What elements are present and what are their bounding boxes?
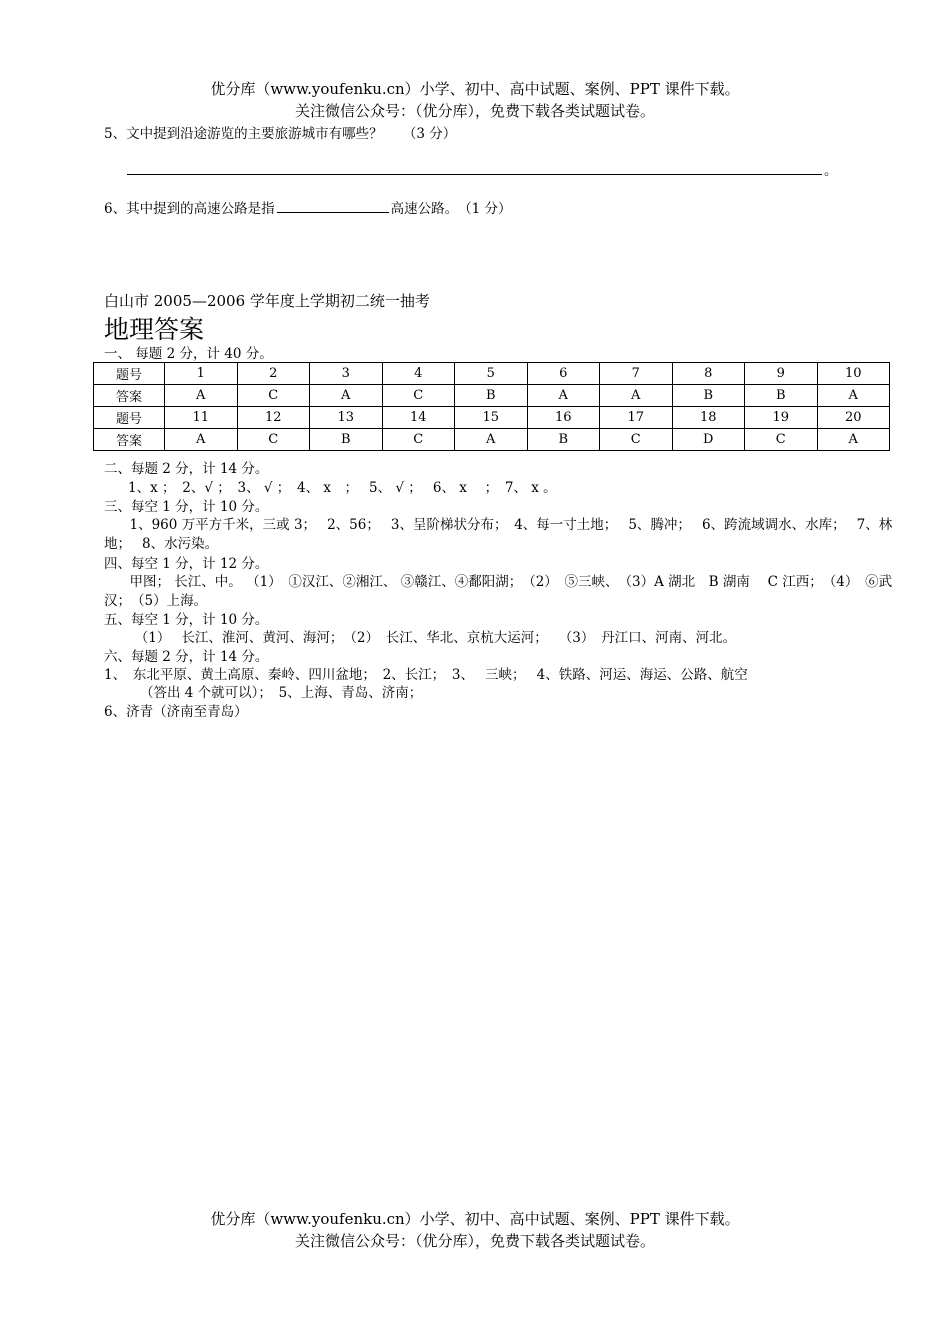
question-number: 16: [527, 407, 600, 429]
section-1-heading: 一、 每题 2 分，计 40 分。: [104, 346, 273, 362]
answer-cell: A: [600, 385, 673, 407]
question-number: 4: [382, 363, 455, 385]
section-5-body: （1） 长江、淮河、黄河、海河； （2） 长江、华北、京杭大运河； （3） 丹江口、河南、河北。: [128, 630, 737, 646]
question-6-suffix: 高速公路。 （1 分）: [390, 201, 512, 217]
footer-line-2: 关注微信公众号：（优分库），免费下载各类试题试卷。: [294, 1232, 655, 1250]
answer-cell: C: [382, 429, 455, 451]
question-number: 13: [310, 407, 383, 429]
section-3-heading: 三、每空 1 分，计 10 分。: [104, 499, 269, 515]
answer-cell: A: [165, 429, 238, 451]
fill-blank: [277, 198, 389, 213]
answer-cell: C: [600, 429, 673, 451]
question-number: 3: [310, 363, 383, 385]
section-2-body: 1、x ； 2、√ ； 3、 √ ； 4、 x ； 5、 √ ； 6、 x ； 7、 x 。: [128, 480, 557, 496]
answer-cell: C: [237, 429, 310, 451]
section-3-body: 1、960 万平方千米，三或 3； 2、56； 3、呈阶梯状分布； 4、每一寸土地； 5、腾冲； 6、跨流域调水、水库； 7、林地； 8、水污染。: [104, 517, 893, 552]
section-6-body-1: 1、 东北平原、黄土高原、秦岭、四川盆地； 2、长江； 3、 三峡； 4、铁路、河运、海运、公路、航空: [104, 667, 748, 683]
answer-underline: [127, 174, 822, 175]
answer-cell: B: [745, 385, 818, 407]
question-number: 18: [672, 407, 745, 429]
question-number: 14: [382, 407, 455, 429]
section-5-heading: 五、每空 1 分，计 10 分。: [104, 612, 269, 628]
answer-cell: A: [310, 385, 383, 407]
section-6-body-2: （答出 4 个就可以）； 5、上海、青岛、济南；: [140, 685, 423, 701]
footer-line-1: 优分库（www.youfenku.cn）小学、初中、高中试题、案例、PPT 课件下载。: [210, 1210, 740, 1228]
page-footer: [0, 1208, 950, 1252]
answer-cell: A: [527, 385, 600, 407]
answer-cell: A: [455, 429, 528, 451]
table-row: [94, 385, 890, 407]
question-number: 1: [165, 363, 238, 385]
answer-table: [93, 362, 890, 451]
answer-cell: D: [672, 429, 745, 451]
section-6-heading: 六、每题 2 分，计 14 分。: [104, 649, 269, 665]
question-number: 10: [817, 363, 890, 385]
question-number: 17: [600, 407, 673, 429]
answer-cell: B: [672, 385, 745, 407]
table-row: [94, 363, 890, 385]
section-6-body-3: 6、济青（济南至青岛）: [104, 704, 248, 720]
answer-cell: B: [310, 429, 383, 451]
answer-cell: C: [382, 385, 455, 407]
question-number: 9: [745, 363, 818, 385]
question-number: 20: [817, 407, 890, 429]
exam-title: 白山市 2005—2006 学年度上学期初二统一抽考: [104, 292, 430, 310]
header-line-2: 关注微信公众号：（优分库），免费下载各类试题试卷。: [294, 102, 655, 120]
answer-cell: A: [165, 385, 238, 407]
answer-cell: C: [237, 385, 310, 407]
row-label: 题号: [94, 363, 165, 385]
answer-cell: C: [745, 429, 818, 451]
answer-cell: B: [455, 385, 528, 407]
question-number: 2: [237, 363, 310, 385]
row-label: 题号: [94, 407, 165, 429]
answer-title: 地理答案: [104, 315, 205, 344]
answer-cell: B: [527, 429, 600, 451]
answer-cell: A: [817, 385, 890, 407]
section-2-heading: 二、每题 2 分，计 14 分。: [104, 461, 269, 477]
question-6-text: 6、其中提到的高速公路是指: [104, 201, 275, 217]
question-number: 11: [165, 407, 238, 429]
answer-period: 。: [824, 163, 838, 179]
question-number: 15: [455, 407, 528, 429]
question-number: 12: [237, 407, 310, 429]
question-number: 7: [600, 363, 673, 385]
answer-cell: A: [817, 429, 890, 451]
question-number: 6: [527, 363, 600, 385]
question-number: 5: [455, 363, 528, 385]
row-label: 答案: [94, 429, 165, 451]
section-4-body: 甲图； 长江、中。 （1） ①汉江、②湘江、 ③赣江、④鄱阳湖； （2） ⑤三峡、 （3）A 湖北 B 湖南 C 江西； （4） ⑥武汉； （5）上海。: [104, 574, 893, 609]
question-number: 19: [745, 407, 818, 429]
table-row: [94, 429, 890, 451]
header-line-1: 优分库（www.youfenku.cn）小学、初中、高中试题、案例、PPT 课件下载。: [210, 80, 740, 98]
page-header: [0, 78, 950, 122]
question-6: [104, 198, 511, 218]
row-label: 答案: [94, 385, 165, 407]
question-5: 5、文中提到沿途游览的主要旅游城市有哪些？ （3 分）: [104, 126, 457, 142]
section-4-heading: 四、每空 1 分，计 12 分。: [104, 556, 269, 572]
question-number: 8: [672, 363, 745, 385]
table-row: [94, 407, 890, 429]
